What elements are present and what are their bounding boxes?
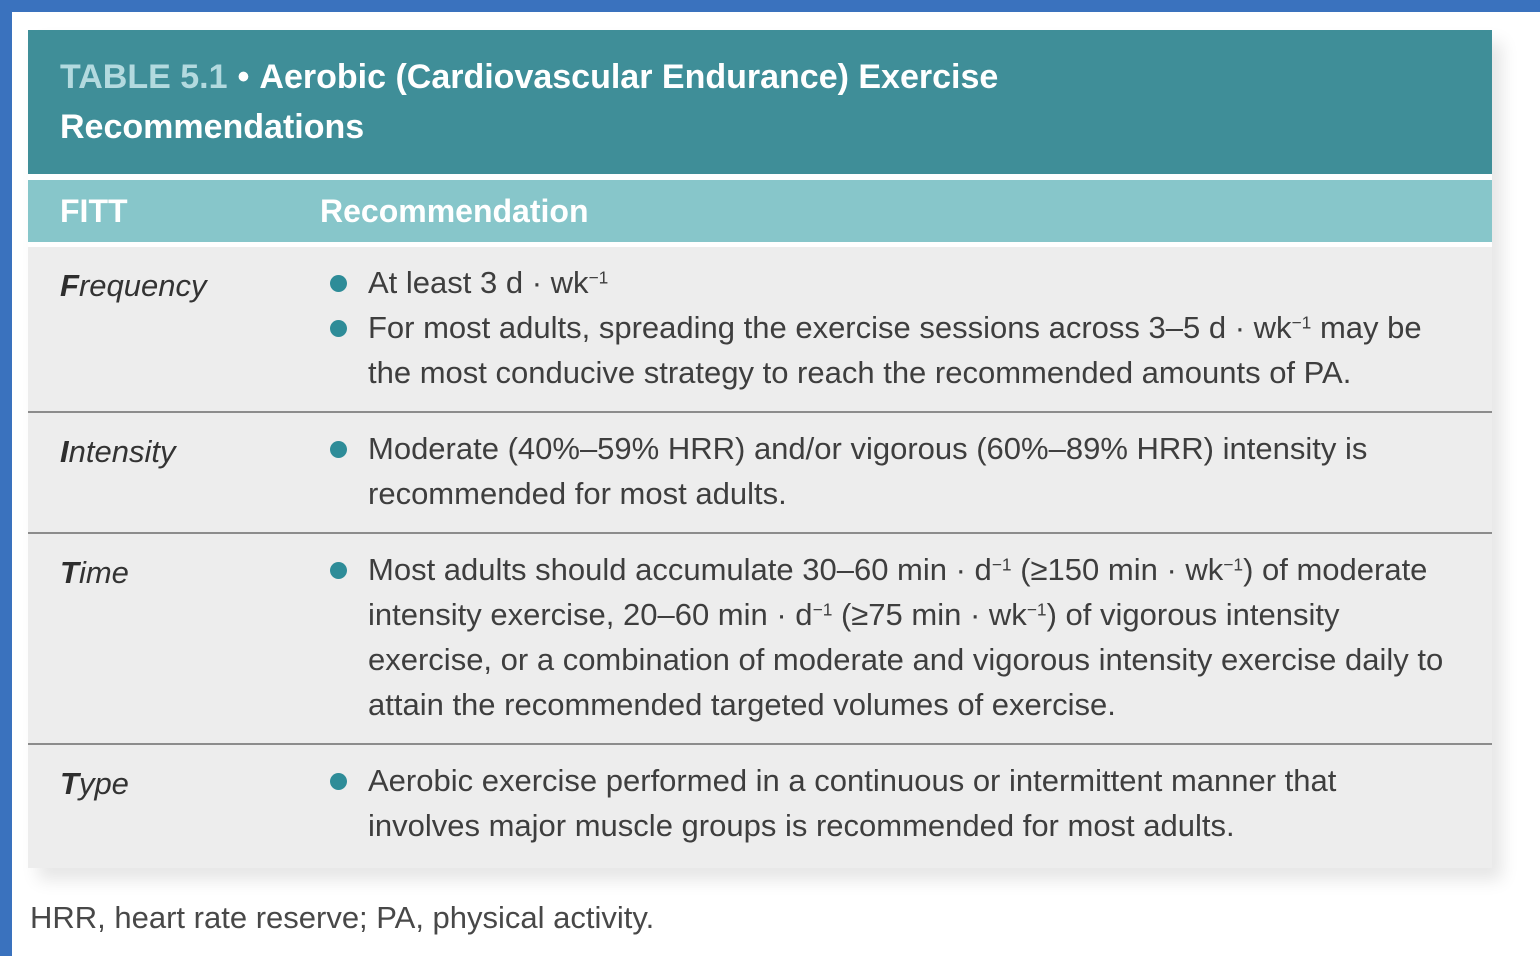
bullet-icon (330, 275, 347, 292)
header-cell-recommendation: Recommendation (320, 192, 589, 229)
fitt-table (28, 30, 1492, 868)
page-content (28, 30, 1492, 936)
table-row (28, 743, 1492, 864)
row-label-rest: ime (78, 555, 129, 590)
row-label-initial: T (60, 555, 79, 590)
bullet-item (320, 260, 1454, 305)
row-label (28, 426, 320, 516)
title-bullet-icon: • (237, 58, 250, 96)
row-label (28, 547, 320, 727)
table-body (28, 247, 1492, 868)
table-row (28, 532, 1492, 743)
table-title-text: Aerobic (Cardiovascular Endurance) Exercise Recommendations (60, 58, 999, 146)
bullet-icon (330, 773, 347, 790)
row-label-initial: T (60, 766, 79, 801)
bullet-item (320, 547, 1454, 727)
row-label-rest: requency (78, 268, 207, 303)
bullet-text: For most adults, spreading the exercise sessions across 3–5 $d \cdot wk^{-1}$ may be the most conducive strategy to reach the recommended amounts of PA. (368, 310, 1422, 390)
page-frame-top (0, 0, 1540, 12)
bullet-text: Aerobic exercise performed in a continuous or intermittent manner that involves major muscle groups is recommended for most adults. (368, 763, 1337, 843)
row-label-rest: ype (78, 766, 129, 801)
bullet-text: At least 3 $d \cdot wk^{-1}$ (368, 265, 609, 300)
bullet-icon (330, 441, 347, 458)
bullet-list (320, 260, 1492, 395)
page-frame-left (0, 0, 12, 956)
bullet-item (320, 426, 1454, 516)
row-label (28, 758, 320, 848)
bullet-list (320, 426, 1492, 516)
header-cell-fitt: FITT (60, 192, 128, 229)
bullet-icon (330, 320, 347, 337)
table-row (28, 247, 1492, 411)
row-label-initial: F (60, 268, 79, 303)
row-label-initial: I (60, 434, 69, 469)
bullet-list (320, 758, 1492, 848)
table-row (28, 411, 1492, 532)
bullet-item (320, 758, 1454, 848)
row-label-rest: ntensity (68, 434, 176, 469)
bullet-text: Moderate (40%–59% HRR) and/or vigorous (60%–89% HRR) intensity is recommended for most adults. (368, 431, 1368, 511)
table-title-label: TABLE 5.1 (60, 58, 228, 96)
bullet-icon (330, 562, 347, 579)
table-footnote: HRR, heart rate reserve; PA, physical activity. (30, 900, 655, 935)
table-title (60, 52, 1240, 152)
table-title-band (28, 30, 1492, 174)
table-header-row (28, 180, 1492, 242)
bullet-list (320, 547, 1492, 727)
bullet-item (320, 305, 1454, 395)
row-label (28, 260, 320, 395)
bullet-text: Most adults should accumulate 30–60 $\min \cdot d^{-1}$ (≥150 $\min \cdot wk^{-1}$) of moderate intensity exercise, 20–60 $\min \cdot d^{-1}$ (≥75 $\min \cdot wk^{-1}$) of vigorous intensity exercise, or a combination of moderate and vigorous intensity exercise daily to attain the recommended targeted volumes of exercise. (368, 552, 1444, 722)
